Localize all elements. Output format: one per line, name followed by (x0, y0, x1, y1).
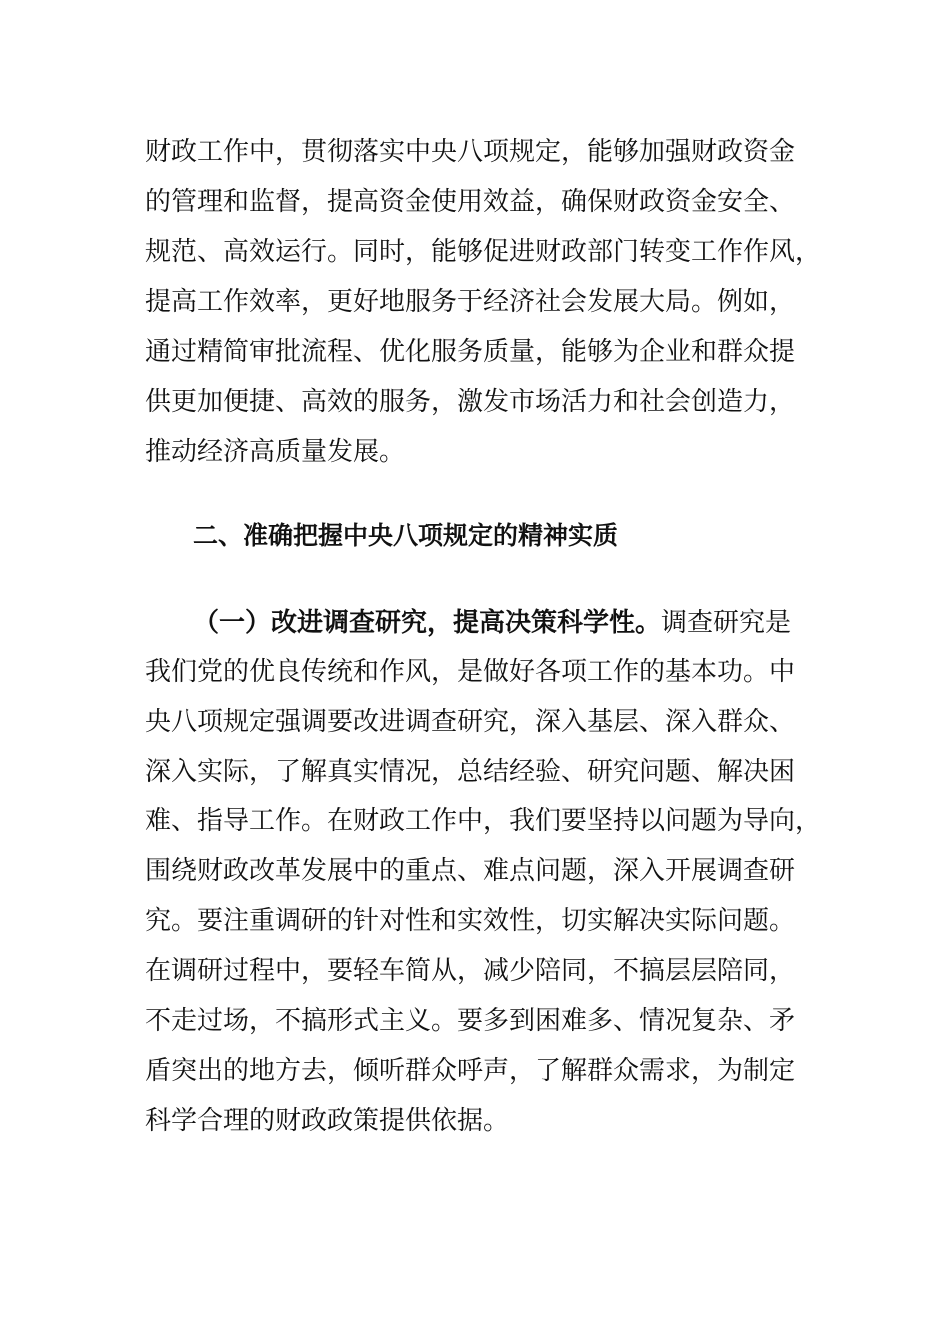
section-heading: 二、准确把握中央八项规定的精神实质 (193, 521, 619, 550)
paragraph-line: 难、指导工作。在财政工作中，我们要坚持以问题为导向， (145, 806, 822, 836)
paragraph-line: 围绕财政改革发展中的重点、难点问题，深入开展调查研 (145, 856, 796, 886)
paragraph-line: 科学合理的财政政策提供依据。 (145, 1106, 510, 1136)
paragraph-line: 规范、高效运行。同时，能够促进财政部门转变工作作风， (145, 237, 822, 267)
paragraph-lead-line (193, 605, 791, 641)
paragraph-line: 我们党的优良传统和作风，是做好各项工作的基本功。中 (145, 657, 796, 687)
paragraph-line: 盾突出的地方去，倾听群众呼声，了解群众需求，为制定 (145, 1056, 796, 1086)
paragraph-line: 推动经济高质量发展。 (145, 437, 406, 467)
paragraph-line: 通过精简审批流程、优化服务质量，能够为企业和群众提 (145, 337, 796, 367)
paragraph-line: 在调研过程中，要轻车简从，减少陪同，不搞层层陪同， (145, 956, 796, 986)
paragraph-line: 的管理和监督，提高资金使用效益，确保财政资金安全、 (145, 187, 796, 217)
subsection-title: （一）改进调查研究，提高决策科学性。 (193, 608, 662, 638)
paragraph-line: 不走过场，不搞形式主义。要多到困难多、情况复杂、矛 (145, 1006, 796, 1036)
paragraph-lead-text: 调查研究是 (661, 608, 792, 638)
paragraph-line: 央八项规定强调要改进调查研究，深入基层、深入群众、 (145, 707, 796, 737)
paragraph-line: 供更加便捷、高效的服务，激发市场活力和社会创造力， (145, 387, 796, 417)
paragraph-line: 究。要注重调研的针对性和实效性，切实解决实际问题。 (145, 906, 796, 936)
paragraph-line: 提高工作效率，更好地服务于经济社会发展大局。例如， (145, 287, 796, 317)
paragraph-line: 深入实际，了解真实情况，总结经验、研究问题、解决困 (145, 757, 796, 787)
paragraph-line: 财政工作中，贯彻落实中央八项规定，能够加强财政资金 (145, 137, 796, 167)
